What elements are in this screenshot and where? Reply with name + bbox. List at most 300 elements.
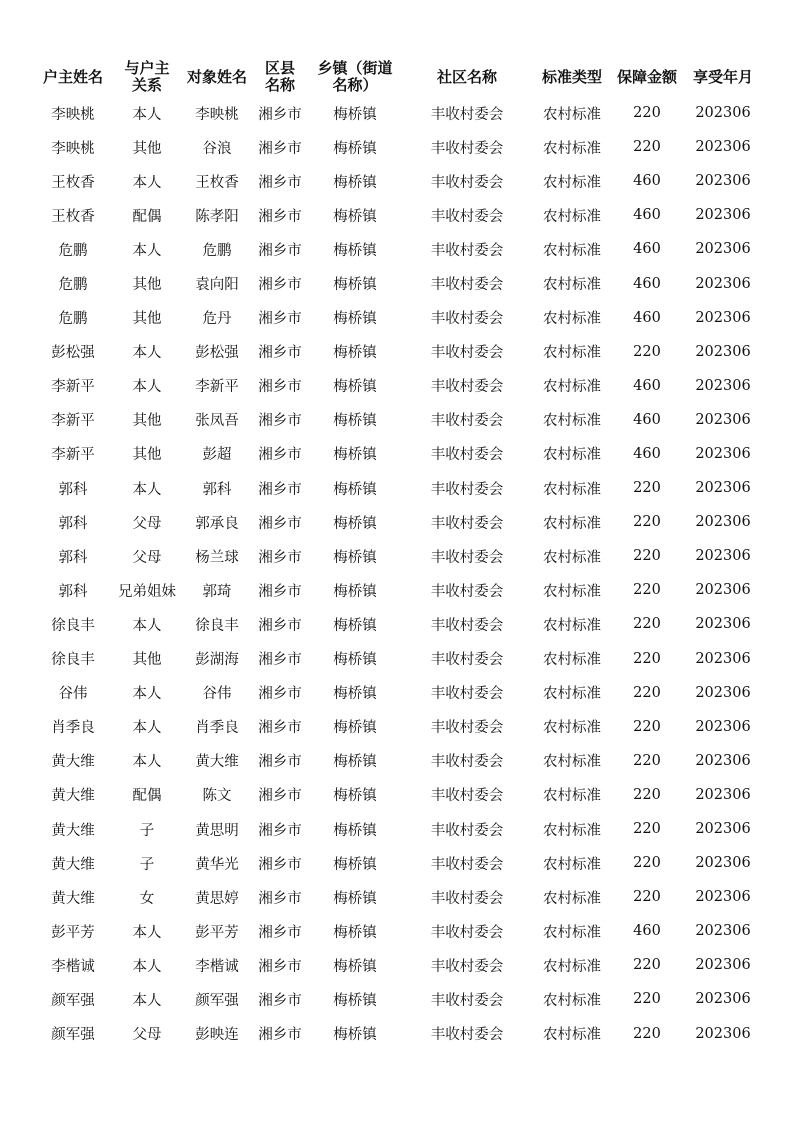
cell-relationship: 本人	[132, 481, 162, 498]
cell-county: 湘乡市	[258, 788, 302, 805]
cell-household-head-name: 郭科	[58, 549, 88, 566]
table-row	[35, 198, 763, 232]
cell-period: 202306	[695, 275, 751, 292]
cell-recipient-name: 张凤吾	[195, 413, 239, 430]
cell-township: 梅桥镇	[333, 754, 377, 771]
cell-standard-type: 农村标准	[543, 481, 601, 498]
cell-amount: 220	[633, 139, 661, 156]
cell-township: 梅桥镇	[333, 686, 377, 703]
cell-standard-type: 农村标准	[543, 652, 601, 669]
table-row	[35, 1017, 763, 1051]
cell-standard-type: 农村标准	[543, 242, 601, 259]
cell-period: 202306	[695, 616, 751, 633]
cell-period: 202306	[695, 548, 751, 565]
cell-relationship: 本人	[132, 720, 162, 737]
cell-county: 湘乡市	[258, 106, 302, 123]
cell-household-head-name: 颜军强	[51, 1027, 95, 1044]
cell-recipient-name: 李映桃	[195, 106, 239, 123]
cell-relationship: 本人	[132, 992, 162, 1009]
cell-community: 丰收村委会	[430, 1027, 504, 1044]
cell-community: 丰收村委会	[430, 720, 504, 737]
table-row	[35, 301, 763, 335]
cell-relationship: 配偶	[132, 788, 162, 805]
cell-recipient-name: 彭平芳	[195, 924, 239, 941]
cell-recipient-name: 徐良丰	[195, 617, 239, 634]
cell-relationship: 其他	[132, 311, 162, 328]
cell-relationship: 本人	[132, 379, 162, 396]
cell-relationship: 其他	[132, 652, 162, 669]
cell-standard-type: 农村标准	[543, 174, 601, 191]
cell-county: 湘乡市	[258, 583, 302, 600]
cell-standard-type: 农村标准	[543, 754, 601, 771]
cell-relationship: 本人	[132, 345, 162, 362]
cell-county: 湘乡市	[258, 549, 302, 566]
cell-standard-type: 农村标准	[543, 379, 601, 396]
cell-township: 梅桥镇	[333, 481, 377, 498]
table-row	[35, 812, 763, 846]
cell-recipient-name: 颜军强	[195, 992, 239, 1009]
table-row	[35, 232, 763, 266]
header-label-line: 保障金额	[616, 67, 677, 86]
cell-county: 湘乡市	[258, 720, 302, 737]
table-row	[35, 335, 763, 369]
cell-recipient-name: 王枚香	[195, 174, 239, 191]
cell-household-head-name: 李楷诚	[51, 958, 95, 975]
cell-community: 丰收村委会	[430, 481, 504, 498]
cell-relationship: 本人	[132, 617, 162, 634]
cell-community: 丰收村委会	[430, 447, 504, 464]
table-row	[35, 130, 763, 164]
cell-relationship: 本人	[132, 174, 162, 191]
cell-period: 202306	[695, 139, 751, 156]
cell-standard-type: 农村标准	[543, 515, 601, 532]
cell-recipient-name: 黄思婷	[195, 890, 239, 907]
cell-household-head-name: 黄大维	[51, 822, 95, 839]
cell-relationship: 父母	[132, 515, 162, 532]
cell-relationship: 其他	[132, 447, 162, 464]
header-recipient-name	[183, 58, 251, 96]
cell-household-head-name: 颜军强	[51, 992, 95, 1009]
cell-county: 湘乡市	[258, 447, 302, 464]
cell-relationship: 本人	[132, 242, 162, 259]
cell-standard-type: 农村标准	[543, 1027, 601, 1044]
cell-community: 丰收村委会	[430, 311, 504, 328]
table-row	[35, 676, 763, 710]
cell-standard-type: 农村标准	[543, 617, 601, 634]
cell-community: 丰收村委会	[430, 174, 504, 191]
cell-relationship: 本人	[132, 686, 162, 703]
cell-community: 丰收村委会	[430, 208, 504, 225]
cell-standard-type: 农村标准	[543, 958, 601, 975]
cell-township: 梅桥镇	[333, 515, 377, 532]
cell-amount: 460	[633, 445, 661, 462]
cell-amount: 220	[633, 991, 661, 1008]
table-row	[35, 539, 763, 573]
cell-county: 湘乡市	[258, 379, 302, 396]
cell-period: 202306	[695, 718, 751, 735]
cell-period: 202306	[695, 889, 751, 906]
header-label-line: 与户主	[124, 59, 170, 77]
cell-amount: 220	[633, 786, 661, 803]
cell-period: 202306	[695, 173, 751, 190]
cell-amount: 220	[633, 480, 661, 497]
cell-recipient-name: 彭映连	[195, 1027, 239, 1044]
cell-township: 梅桥镇	[333, 958, 377, 975]
cell-standard-type: 农村标准	[543, 106, 601, 123]
cell-standard-type: 农村标准	[543, 788, 601, 805]
cell-county: 湘乡市	[258, 856, 302, 873]
cell-standard-type: 农村标准	[543, 890, 601, 907]
cell-township: 梅桥镇	[333, 379, 377, 396]
cell-amount: 220	[633, 105, 661, 122]
cell-household-head-name: 郭科	[58, 481, 88, 498]
cell-community: 丰收村委会	[430, 754, 504, 771]
cell-household-head-name: 危鹏	[58, 242, 88, 259]
cell-community: 丰收村委会	[430, 958, 504, 975]
cell-relationship: 其他	[132, 277, 162, 294]
header-household-head-name	[35, 58, 111, 96]
cell-recipient-name: 彭超	[202, 447, 232, 464]
table-row	[35, 914, 763, 948]
cell-recipient-name: 黄思明	[195, 822, 239, 839]
cell-amount: 220	[633, 889, 661, 906]
header-label-line: 关系	[131, 76, 162, 94]
cell-county: 湘乡市	[258, 652, 302, 669]
cell-community: 丰收村委会	[430, 549, 504, 566]
cell-amount: 220	[633, 855, 661, 872]
cell-period: 202306	[695, 650, 751, 667]
cell-township: 梅桥镇	[333, 720, 377, 737]
cell-amount: 460	[633, 241, 661, 258]
table-row	[35, 607, 763, 641]
cell-household-head-name: 李新平	[51, 413, 95, 430]
header-county	[251, 58, 309, 96]
cell-standard-type: 农村标准	[543, 447, 601, 464]
cell-community: 丰收村委会	[430, 856, 504, 873]
cell-county: 湘乡市	[258, 481, 302, 498]
cell-relationship: 女	[139, 890, 155, 907]
cell-period: 202306	[695, 343, 751, 360]
cell-recipient-name: 李楷诚	[195, 958, 239, 975]
cell-township: 梅桥镇	[333, 242, 377, 259]
header-label-line: 社区名称	[436, 67, 497, 86]
cell-community: 丰收村委会	[430, 890, 504, 907]
cell-period: 202306	[695, 957, 751, 974]
cell-community: 丰收村委会	[430, 788, 504, 805]
cell-recipient-name: 危丹	[202, 311, 232, 328]
cell-standard-type: 农村标准	[543, 413, 601, 430]
cell-standard-type: 农村标准	[543, 345, 601, 362]
cell-amount: 220	[633, 752, 661, 769]
cell-period: 202306	[695, 855, 751, 872]
cell-period: 202306	[695, 105, 751, 122]
cell-period: 202306	[695, 377, 751, 394]
table-row	[35, 369, 763, 403]
cell-recipient-name: 杨兰球	[195, 549, 239, 566]
cell-standard-type: 农村标准	[543, 686, 601, 703]
cell-community: 丰收村委会	[430, 652, 504, 669]
cell-township: 梅桥镇	[333, 583, 377, 600]
cell-amount: 220	[633, 514, 661, 531]
cell-township: 梅桥镇	[333, 345, 377, 362]
header-community	[401, 58, 533, 96]
cell-relationship: 子	[139, 856, 155, 873]
cell-community: 丰收村委会	[430, 242, 504, 259]
cell-period: 202306	[695, 1025, 751, 1042]
cell-amount: 220	[633, 343, 661, 360]
cell-community: 丰收村委会	[430, 822, 504, 839]
cell-amount: 220	[633, 718, 661, 735]
cell-household-head-name: 肖季良	[51, 720, 95, 737]
cell-township: 梅桥镇	[333, 447, 377, 464]
cell-amount: 460	[633, 411, 661, 428]
cell-period: 202306	[695, 207, 751, 224]
cell-amount: 220	[633, 1025, 661, 1042]
cell-household-head-name: 黄大维	[51, 856, 95, 873]
cell-household-head-name: 李映桃	[51, 106, 95, 123]
header-label-line: 名称）	[332, 76, 378, 94]
cell-household-head-name: 谷伟	[58, 686, 88, 703]
cell-relationship: 本人	[132, 106, 162, 123]
cell-amount: 460	[633, 207, 661, 224]
cell-township: 梅桥镇	[333, 549, 377, 566]
cell-household-head-name: 黄大维	[51, 890, 95, 907]
cell-relationship: 本人	[132, 924, 162, 941]
table-row	[35, 505, 763, 539]
cell-county: 湘乡市	[258, 617, 302, 634]
cell-township: 梅桥镇	[333, 992, 377, 1009]
cell-county: 湘乡市	[258, 345, 302, 362]
header-period	[683, 58, 763, 96]
cell-community: 丰收村委会	[430, 992, 504, 1009]
cell-county: 湘乡市	[258, 515, 302, 532]
cell-community: 丰收村委会	[430, 686, 504, 703]
cell-period: 202306	[695, 923, 751, 940]
cell-community: 丰收村委会	[430, 924, 504, 941]
cell-recipient-name: 彭湖海	[195, 652, 239, 669]
cell-household-head-name: 黄大维	[51, 754, 95, 771]
table-row	[35, 437, 763, 471]
cell-county: 湘乡市	[258, 277, 302, 294]
cell-county: 湘乡市	[258, 686, 302, 703]
cell-amount: 460	[633, 309, 661, 326]
cell-standard-type: 农村标准	[543, 822, 601, 839]
cell-township: 梅桥镇	[333, 890, 377, 907]
cell-recipient-name: 彭松强	[195, 345, 239, 362]
cell-standard-type: 农村标准	[543, 992, 601, 1009]
cell-county: 湘乡市	[258, 413, 302, 430]
cell-community: 丰收村委会	[430, 617, 504, 634]
cell-period: 202306	[695, 480, 751, 497]
cell-period: 202306	[695, 309, 751, 326]
cell-amount: 460	[633, 377, 661, 394]
table-row	[35, 948, 763, 982]
cell-standard-type: 农村标准	[543, 277, 601, 294]
data-table	[35, 58, 763, 1051]
cell-recipient-name: 袁向阳	[195, 277, 239, 294]
cell-community: 丰收村委会	[430, 583, 504, 600]
cell-township: 梅桥镇	[333, 140, 377, 157]
cell-relationship: 父母	[132, 1027, 162, 1044]
cell-township: 梅桥镇	[333, 1027, 377, 1044]
cell-township: 梅桥镇	[333, 924, 377, 941]
cell-township: 梅桥镇	[333, 617, 377, 634]
cell-household-head-name: 黄大维	[51, 788, 95, 805]
cell-relationship: 父母	[132, 549, 162, 566]
table-row	[35, 982, 763, 1016]
cell-household-head-name: 郭科	[58, 583, 88, 600]
cell-community: 丰收村委会	[430, 345, 504, 362]
header-amount	[611, 58, 683, 96]
cell-amount: 460	[633, 923, 661, 940]
cell-household-head-name: 危鹏	[58, 311, 88, 328]
cell-recipient-name: 危鹏	[202, 242, 232, 259]
table-row	[35, 846, 763, 880]
cell-standard-type: 农村标准	[543, 583, 601, 600]
cell-amount: 220	[633, 650, 661, 667]
cell-recipient-name: 肖季良	[195, 720, 239, 737]
cell-community: 丰收村委会	[430, 106, 504, 123]
cell-community: 丰收村委会	[430, 140, 504, 157]
cell-period: 202306	[695, 786, 751, 803]
cell-relationship: 配偶	[132, 208, 162, 225]
cell-period: 202306	[695, 582, 751, 599]
table-row	[35, 744, 763, 778]
cell-household-head-name: 王枚香	[51, 174, 95, 191]
cell-relationship: 本人	[132, 958, 162, 975]
cell-county: 湘乡市	[258, 924, 302, 941]
cell-period: 202306	[695, 411, 751, 428]
cell-period: 202306	[695, 514, 751, 531]
cell-recipient-name: 郭承良	[195, 515, 239, 532]
cell-relationship: 其他	[132, 140, 162, 157]
cell-county: 湘乡市	[258, 754, 302, 771]
cell-standard-type: 农村标准	[543, 549, 601, 566]
cell-amount: 220	[633, 684, 661, 701]
cell-amount: 220	[633, 582, 661, 599]
table-row	[35, 778, 763, 812]
cell-household-head-name: 彭松强	[51, 345, 95, 362]
header-label-line: 户主姓名	[42, 67, 103, 86]
cell-recipient-name: 郭科	[202, 481, 232, 498]
cell-township: 梅桥镇	[333, 174, 377, 191]
cell-community: 丰收村委会	[430, 379, 504, 396]
cell-township: 梅桥镇	[333, 413, 377, 430]
header-standard-type	[533, 58, 611, 96]
cell-household-head-name: 危鹏	[58, 277, 88, 294]
table-row	[35, 880, 763, 914]
cell-county: 湘乡市	[258, 140, 302, 157]
cell-standard-type: 农村标准	[543, 140, 601, 157]
header-row	[35, 58, 763, 96]
cell-community: 丰收村委会	[430, 413, 504, 430]
cell-amount: 460	[633, 173, 661, 190]
cell-standard-type: 农村标准	[543, 856, 601, 873]
cell-period: 202306	[695, 752, 751, 769]
header-label-line: 乡镇（街道	[317, 59, 393, 77]
cell-township: 梅桥镇	[333, 652, 377, 669]
cell-household-head-name: 徐良丰	[51, 652, 95, 669]
table-body	[35, 96, 763, 1051]
cell-township: 梅桥镇	[333, 106, 377, 123]
cell-household-head-name: 徐良丰	[51, 617, 95, 634]
cell-recipient-name: 黄大维	[195, 754, 239, 771]
header-label-line: 名称	[264, 76, 295, 94]
cell-amount: 220	[633, 821, 661, 838]
cell-amount: 220	[633, 548, 661, 565]
header-label-line: 享受年月	[692, 67, 753, 86]
cell-community: 丰收村委会	[430, 515, 504, 532]
cell-standard-type: 农村标准	[543, 311, 601, 328]
cell-household-head-name: 王枚香	[51, 208, 95, 225]
cell-amount: 220	[633, 616, 661, 633]
cell-county: 湘乡市	[258, 890, 302, 907]
cell-relationship: 本人	[132, 754, 162, 771]
cell-recipient-name: 陈孝阳	[195, 208, 239, 225]
cell-period: 202306	[695, 991, 751, 1008]
cell-relationship: 其他	[132, 413, 162, 430]
cell-recipient-name: 谷伟	[202, 686, 232, 703]
cell-relationship: 子	[139, 822, 155, 839]
header-township	[309, 58, 401, 96]
cell-amount: 220	[633, 957, 661, 974]
cell-household-head-name: 李新平	[51, 447, 95, 464]
table-row	[35, 471, 763, 505]
cell-period: 202306	[695, 684, 751, 701]
cell-county: 湘乡市	[258, 208, 302, 225]
cell-standard-type: 农村标准	[543, 720, 601, 737]
table-row	[35, 642, 763, 676]
cell-county: 湘乡市	[258, 242, 302, 259]
table-row	[35, 266, 763, 300]
cell-county: 湘乡市	[258, 1027, 302, 1044]
cell-household-head-name: 郭科	[58, 515, 88, 532]
cell-township: 梅桥镇	[333, 311, 377, 328]
cell-county: 湘乡市	[258, 311, 302, 328]
cell-period: 202306	[695, 821, 751, 838]
cell-recipient-name: 黄华光	[195, 856, 239, 873]
cell-county: 湘乡市	[258, 822, 302, 839]
cell-township: 梅桥镇	[333, 277, 377, 294]
header-label-line: 对象姓名	[186, 67, 247, 86]
cell-recipient-name: 陈文	[202, 788, 232, 805]
table-row	[35, 573, 763, 607]
cell-period: 202306	[695, 445, 751, 462]
cell-recipient-name: 郭琦	[202, 583, 232, 600]
table-row	[35, 164, 763, 198]
cell-recipient-name: 李新平	[195, 379, 239, 396]
table-row	[35, 403, 763, 437]
cell-standard-type: 农村标准	[543, 924, 601, 941]
cell-county: 湘乡市	[258, 958, 302, 975]
table-row	[35, 710, 763, 744]
cell-township: 梅桥镇	[333, 208, 377, 225]
cell-period: 202306	[695, 241, 751, 258]
cell-county: 湘乡市	[258, 174, 302, 191]
cell-recipient-name: 谷浪	[202, 140, 232, 157]
header-label-line: 区县	[264, 59, 295, 77]
cell-relationship: 兄弟姐妹	[118, 583, 176, 600]
cell-township: 梅桥镇	[333, 822, 377, 839]
header-relationship	[111, 58, 183, 96]
cell-household-head-name: 李新平	[51, 379, 95, 396]
table-row	[35, 96, 763, 130]
cell-township: 梅桥镇	[333, 856, 377, 873]
cell-household-head-name: 彭平芳	[51, 924, 95, 941]
cell-amount: 460	[633, 275, 661, 292]
cell-county: 湘乡市	[258, 992, 302, 1009]
cell-household-head-name: 李映桃	[51, 140, 95, 157]
